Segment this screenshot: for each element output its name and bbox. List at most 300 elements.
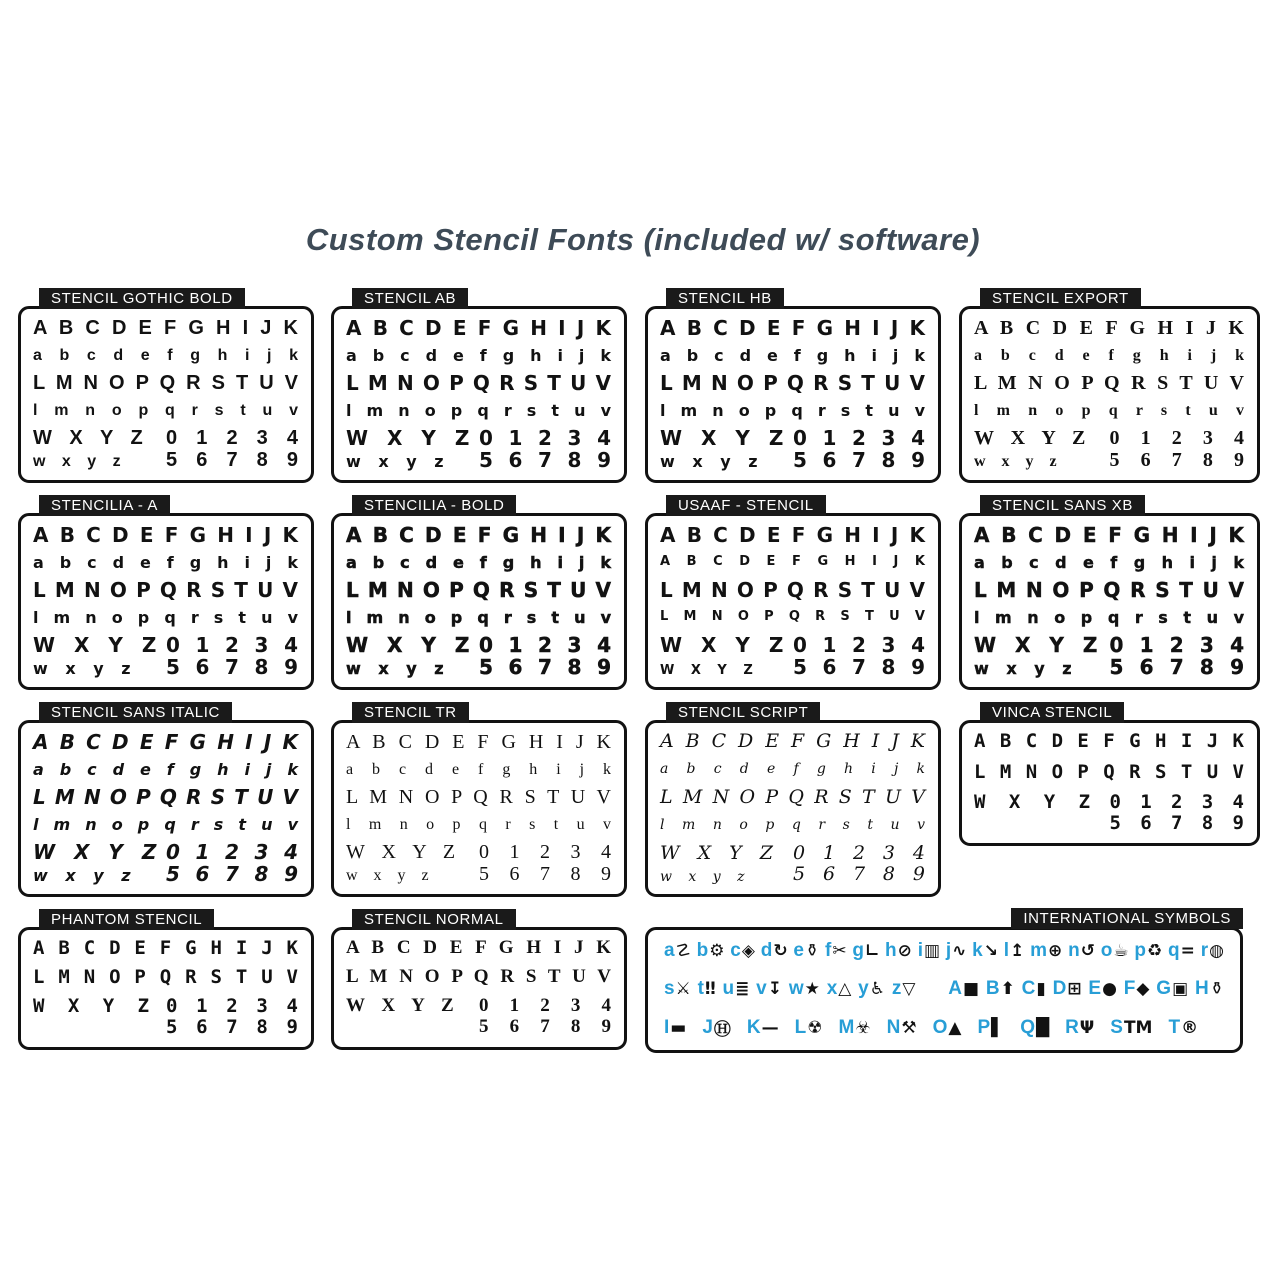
numbers-line: 0 1 2 3 4 [166, 995, 299, 1018]
font-box-content [334, 516, 624, 687]
alphabet-line: l m n o p q r s t u v [974, 401, 1245, 419]
alphabet-line: w x y z [33, 866, 132, 886]
symbol-letter: a [664, 940, 675, 961]
symbol-pair-h [885, 940, 912, 962]
symbol-pair-R [1065, 1017, 1094, 1039]
symbol-letter: g [852, 940, 864, 961]
alphabet-line: A B C D E F G H I J K [974, 523, 1245, 547]
symbol-pair-L [795, 1017, 823, 1039]
symbol-pair-s [664, 978, 691, 1000]
wxyz-column [346, 633, 471, 679]
font-box-bottom [33, 634, 299, 678]
symbol-letter: F [1123, 977, 1136, 999]
symbol-letter: m [1030, 940, 1048, 961]
numbers-line: 0 1 2 3 4 [479, 841, 612, 863]
symbol-pair-f [825, 940, 847, 962]
font-box-header-phantom-stencil: PHANTOM STENCIL [39, 909, 214, 930]
numbers-line: 0 1 2 3 4 [166, 633, 299, 657]
font-box-stencil-tr [331, 704, 627, 897]
wxyz-column [660, 843, 777, 885]
font-box-bottom [974, 792, 1245, 834]
symbol-pair-T [1168, 1017, 1198, 1039]
symbol-letter: h [885, 940, 897, 961]
symbol-pair-P [977, 1017, 1004, 1039]
wxyz-column [974, 792, 1093, 834]
symbol-glyph: TM [1123, 1017, 1153, 1038]
alphabet-line: w x y z [33, 659, 132, 679]
font-box-content [21, 309, 311, 480]
wxyz-column [33, 633, 158, 679]
symbol-glyph: ☢ [807, 1017, 823, 1038]
numbers-line: 0 1 2 3 4 [166, 840, 299, 864]
symbol-glyph: ▮ [1036, 978, 1046, 999]
wxyz-column [660, 632, 785, 678]
symbol-glyph: ‼ [704, 978, 716, 999]
symbol-glyph: Ψ [1079, 1017, 1095, 1038]
alphabet-line: a b c d e f g h i j k [346, 552, 612, 572]
symbol-pair-D [1053, 978, 1082, 1000]
symbol-pair-n [1068, 940, 1095, 962]
font-box-usaaf-stencil [645, 497, 941, 690]
wxyz-column [974, 633, 1099, 679]
symbol-letter: A [948, 977, 962, 999]
symbol-letter: N [886, 1016, 901, 1038]
symbol-pair-x [827, 978, 852, 1000]
symbol-glyph: ▽ [902, 978, 916, 999]
symbol-glyph: Ⓗ [713, 1020, 731, 1040]
symbol-glyph: ☕ [1113, 941, 1129, 961]
font-box-content [334, 930, 624, 1047]
symbol-glyph: ★ [804, 978, 820, 999]
alphabet-line: W X Y Z [660, 632, 785, 657]
font-box-bottom [974, 427, 1245, 471]
font-box-header-vinca-stencil: VINCA STENCIL [980, 702, 1124, 723]
alphabet-line: A B C D E F G H I J K [33, 937, 299, 959]
alphabet-line: L M N O P Q R S T U V [974, 372, 1245, 394]
symbol-pair-g [852, 940, 879, 962]
numbers-column [166, 634, 299, 678]
numbers-line: 5 6 7 8 9 [479, 655, 612, 679]
symbol-pair-k [972, 940, 998, 962]
numbers-line: 0 1 2 3 4 [479, 426, 612, 450]
symbol-glyph: ◆ [1136, 978, 1150, 999]
symbol-glyph: ∿ [952, 941, 967, 961]
alphabet-line: W X Y Z [346, 995, 455, 1017]
font-box-bottom [346, 634, 612, 678]
symbol-letter: J [702, 1016, 713, 1038]
symbol-pair-y [858, 978, 885, 1000]
symbol-pair-d [761, 940, 788, 962]
alphabet-line: W X Y Z [974, 427, 1087, 449]
font-box-stencil-hb [645, 290, 941, 483]
symbol-glyph: ⚙ [709, 941, 725, 961]
numbers-line: 0 1 2 3 4 [1109, 427, 1245, 449]
wxyz-column [660, 426, 785, 472]
alphabet-line: w x y z [974, 659, 1073, 679]
alphabet-line: L M N O P Q R S T U V [33, 372, 299, 394]
numbers-line: 5 6 7 8 9 [166, 449, 299, 471]
symbol-letter: b [696, 940, 709, 961]
alphabet-line: L M N O P Q R S T U V [346, 966, 612, 988]
symbol-pair-z [892, 978, 916, 1000]
font-box-header-stencil-ab: STENCIL AB [352, 288, 468, 309]
symbol-pair-c [730, 940, 755, 962]
alphabet-line: A B C D E F G H I J K [974, 317, 1245, 339]
alphabet-line: L M N O P Q R S T U V [33, 966, 299, 989]
alphabet-line: A B C D E F G H I J K [33, 730, 299, 754]
numbers-line: 0 1 2 3 4 [479, 633, 612, 657]
symbol-glyph: = [1180, 941, 1195, 961]
symbol-glyph: ↻ [773, 941, 788, 961]
symbol-pair-F [1124, 978, 1150, 1000]
symbol-glyph: ▌ [991, 1017, 1005, 1038]
font-box-header-stencil-export: STENCIL EXPORT [980, 288, 1141, 309]
font-box-header-stencil-sans-xb: STENCIL SANS XB [980, 495, 1145, 516]
font-box-content [648, 309, 938, 480]
alphabet-line: w x y z [660, 452, 759, 472]
font-box-bottom [346, 427, 612, 471]
symbol-letter: S [1110, 1016, 1123, 1038]
alphabet-line: l m n o p q r s t u v [660, 400, 926, 420]
numbers-column [479, 841, 612, 885]
alphabet-line: A B C D E F G H I J K [660, 554, 926, 570]
symbol-pair-v [756, 978, 782, 1000]
symbol-letter: I [664, 1016, 670, 1038]
font-box-header-stencil-normal: STENCIL NORMAL [352, 909, 516, 930]
alphabet-line: l m n o p q r s t u v [974, 607, 1245, 627]
international-symbols-box [645, 910, 1243, 1053]
font-box-content [21, 723, 311, 894]
font-box-content [334, 723, 624, 894]
symbol-pair-b [697, 940, 725, 962]
symbol-pair-J [702, 1015, 731, 1040]
symbol-pair-j [946, 940, 967, 962]
alphabet-line: A B C D E F G H I J K [346, 731, 612, 753]
numbers-line: 5 6 7 8 9 [1109, 655, 1245, 679]
alphabet-line: a b c d e f g h i j k [346, 345, 612, 365]
alphabet-line: W X Y Z [660, 842, 774, 865]
font-box-bottom [33, 427, 299, 471]
alphabet-line: w x y z [33, 453, 122, 471]
symbol-glyph: ♻ [1147, 941, 1163, 961]
font-box-header-stencil-gothic-bold: STENCIL GOTHIC BOLD [39, 288, 245, 309]
numbers-line: 5 6 7 8 9 [479, 863, 612, 885]
symbol-pair-Q [1020, 1017, 1049, 1039]
font-box-bottom [33, 841, 299, 885]
numbers-line: 5 6 7 8 9 [1109, 812, 1245, 835]
font-box-stencilia-a [18, 497, 314, 690]
alphabet-line: l m n o p q r s t u v [33, 814, 299, 834]
wxyz-column [33, 840, 158, 886]
symbol-letter: e [793, 940, 804, 961]
symbol-glyph: ■ [962, 978, 980, 999]
font-box-content [962, 723, 1257, 843]
font-box-stencil-gothic-bold [18, 290, 314, 483]
alphabet-line: L M N O P Q R S T U V [346, 578, 612, 602]
symbols-line [664, 1015, 1224, 1040]
symbol-pair-K [747, 1017, 779, 1039]
alphabet-line: A B C D E F G H I J K [660, 730, 926, 752]
symbol-pair-G [1156, 978, 1188, 1000]
font-box-bottom [33, 996, 299, 1038]
symbol-glyph: ⬆ [1000, 978, 1015, 999]
font-box-vinca-stencil [959, 704, 1260, 846]
symbol-glyph: △ [838, 978, 852, 999]
alphabet-line: W X Y Z [346, 426, 471, 450]
symbol-glyph: ☣ [855, 1017, 871, 1038]
font-box-header-stencilia-a: STENCILIA - A [39, 495, 170, 516]
alphabet-line: W X Y Z [660, 426, 785, 450]
font-box-stencilia-bold [331, 497, 627, 690]
font-box-bottom [660, 427, 926, 471]
symbol-letter: c [730, 940, 741, 961]
alphabet-line: a b c d e f g h i j k [974, 552, 1245, 572]
alphabet-line: a b c d e f g h i j k [974, 346, 1245, 364]
alphabet-line: a b c d e f g h i j k [33, 552, 299, 572]
alphabet-line: a b c d e f g h i j k [660, 345, 926, 365]
symbol-pair-w [789, 978, 820, 1000]
symbol-letter: w [788, 977, 804, 999]
alphabet-line: L M N O P Q R S T U V [33, 785, 299, 809]
symbol-letter: v [756, 977, 767, 999]
numbers-line: 5 6 7 8 9 [793, 863, 926, 886]
international-symbols-header: INTERNATIONAL SYMBOLS [1011, 908, 1243, 929]
symbol-letter: E [1088, 977, 1102, 999]
alphabet-line: w x y z [346, 452, 445, 472]
symbols-line [664, 978, 1224, 1000]
symbol-pair-A [948, 978, 979, 1000]
alphabet-line: A B C D E F G H I J K [33, 317, 299, 339]
international-symbols-content [648, 930, 1240, 1050]
symbol-letter: G [1156, 977, 1172, 999]
numbers-line: 0 1 2 3 4 [793, 426, 926, 450]
alphabet-line: W X Y Z [33, 427, 144, 449]
alphabet-line: A B C D E F G H I J K [346, 523, 612, 547]
numbers-column [479, 996, 612, 1038]
symbol-pair-I [664, 1017, 686, 1039]
symbol-glyph: ▣ [1172, 978, 1189, 999]
symbol-pair-o [1101, 940, 1129, 962]
numbers-line: 5 6 7 8 9 [793, 448, 926, 472]
symbol-glyph: ↥ [1010, 941, 1025, 961]
alphabet-line: l m n o p q r s t u v [33, 401, 299, 419]
alphabet-line: w x y z [346, 659, 445, 679]
symbol-glyph: ⊞ [1067, 978, 1082, 999]
symbol-glyph: ↧ [767, 978, 782, 999]
numbers-column [479, 634, 612, 678]
font-box-bottom [660, 634, 926, 678]
symbol-letter: H [1194, 977, 1209, 999]
numbers-line: 0 1 2 3 4 [166, 427, 299, 449]
alphabet-line: l m n o p q r s t u v [346, 815, 612, 833]
numbers-column [166, 427, 299, 471]
symbol-glyph: ▬ [670, 1017, 687, 1038]
numbers-line: 0 1 2 3 4 [1109, 633, 1245, 657]
symbol-glyph: ↺ [1080, 941, 1095, 961]
symbol-pair-C [1022, 978, 1046, 1000]
numbers-column [166, 996, 299, 1038]
symbol-pair-p [1134, 940, 1162, 962]
alphabet-line: A B C D E F G H I J K [33, 523, 299, 547]
numbers-line: 5 6 7 8 9 [166, 655, 299, 679]
alphabet-line: L M N O P Q R S T U V [660, 786, 926, 809]
wxyz-column [974, 427, 1093, 471]
numbers-column [166, 841, 299, 885]
symbol-pair-M [839, 1017, 871, 1039]
symbol-glyph: ✂ [832, 941, 847, 961]
alphabet-line: a b c d e f g h i j k [33, 346, 299, 364]
alphabet-line: W X Y Z [33, 840, 158, 864]
font-box-stencil-ab [331, 290, 627, 483]
alphabet-line: W X Y Z [346, 841, 457, 863]
font-box-stencil-export [959, 290, 1260, 483]
numbers-line: 5 6 7 8 9 [793, 654, 926, 679]
alphabet-line: A B C D E F G H I J K [660, 523, 926, 547]
numbers-line: 5 6 7 8 9 [1109, 449, 1245, 471]
symbol-letter: j [945, 940, 952, 961]
symbol-glyph: ▲ [948, 1017, 962, 1038]
symbol-glyph: ⚔ [675, 978, 691, 999]
wxyz-column [33, 996, 150, 1038]
font-box-header-stencilia-bold: STENCILIA - BOLD [352, 495, 516, 516]
font-box-stencil-script [645, 704, 941, 897]
symbol-letter: T [1168, 1016, 1181, 1038]
numbers-line: 0 1 2 3 4 [1109, 791, 1245, 814]
symbol-letter: t [697, 977, 704, 999]
symbol-pair-u [722, 978, 749, 1000]
font-box-header-stencil-script: STENCIL SCRIPT [666, 702, 820, 723]
symbol-letter: o [1100, 940, 1113, 961]
symbol-glyph: ∟ [865, 941, 880, 961]
alphabet-line: a b c d e f g h i j k [346, 760, 612, 778]
font-box-bottom [974, 634, 1245, 678]
numbers-column [1110, 792, 1246, 834]
font-box-phantom-stencil [18, 911, 314, 1050]
numbers-line: 5 6 7 8 9 [166, 862, 299, 886]
wxyz-column [346, 841, 463, 885]
symbol-letter: s [664, 977, 675, 999]
alphabet-line: L M N O P Q R S T U V [346, 786, 612, 808]
symbol-letter: O [932, 1016, 948, 1038]
alphabet-line: w x y z [660, 868, 746, 885]
symbol-pair-l [1004, 940, 1025, 962]
symbol-letter: D [1052, 977, 1067, 999]
alphabet-line: A B C D E F G H I J K [660, 316, 926, 340]
symbol-glyph: ⚱ [804, 941, 820, 961]
symbol-glyph: ⊘ [897, 941, 912, 961]
symbol-glyph: ⚱ [1209, 978, 1224, 999]
font-box-content [334, 309, 624, 480]
alphabet-line: l m n o p q r s t u v [346, 400, 612, 420]
symbol-glyph: ↘ [983, 941, 998, 961]
font-box-content [962, 309, 1257, 480]
numbers-column [793, 427, 926, 471]
symbol-pair-B [986, 978, 1015, 1000]
symbol-letter: l [1003, 940, 1010, 961]
alphabet-line: L M N O P Q R S T U V [660, 371, 926, 395]
symbol-pair-q [1168, 940, 1195, 962]
symbol-letter: P [977, 1016, 991, 1038]
alphabet-line: W X Y Z [33, 633, 158, 657]
numbers-line: 0 1 2 3 4 [793, 842, 926, 865]
alphabet-line: L M N O P Q R S T U V [346, 371, 612, 395]
symbol-glyph: ☡ [675, 941, 691, 961]
symbol-letter: y [858, 977, 869, 999]
symbol-letter: d [760, 940, 773, 961]
numbers-column [1110, 634, 1246, 678]
font-box-header-usaaf-stencil: USAAF - STENCIL [666, 495, 826, 516]
symbol-letter: p [1134, 940, 1146, 961]
font-box-content [21, 930, 311, 1047]
font-box-stencil-sans-italic [18, 704, 314, 897]
symbol-glyph: ⊕ [1048, 941, 1063, 961]
symbol-glyph: ◍ [1209, 941, 1224, 961]
alphabet-line: l m n o p q r s t u v [33, 607, 299, 627]
numbers-line: 0 1 2 3 4 [793, 632, 926, 657]
page-title: Custom Stencil Fonts (included w/ software) [305, 222, 981, 257]
numbers-column [1110, 427, 1246, 471]
alphabet-line: L M N O P Q R S T U V [660, 609, 926, 625]
alphabet-line: L M N O P Q R S T U V [974, 578, 1245, 602]
font-box-stencil-normal [331, 911, 627, 1050]
alphabet-line: w x y z [346, 867, 430, 885]
numbers-column [793, 634, 926, 678]
font-box-content [21, 516, 311, 687]
font-box-bottom [346, 841, 612, 885]
symbol-glyph: ● [1102, 978, 1117, 999]
alphabet-line: l m n o p q r s t u v [660, 816, 926, 833]
symbol-letter: R [1065, 1016, 1079, 1038]
symbol-pair-S [1110, 1017, 1152, 1039]
symbol-glyph: █ [1035, 1017, 1050, 1038]
symbols-line [664, 940, 1224, 962]
symbol-pair-t [698, 978, 716, 1000]
alphabet-line: a b c d e f g h i j k [33, 759, 299, 779]
symbol-pair-O [933, 1017, 962, 1039]
symbol-letter: M [838, 1016, 855, 1038]
alphabet-line: W X Y Z [660, 662, 754, 678]
font-box-content [962, 516, 1257, 687]
symbol-pair-N [887, 1017, 917, 1039]
font-box-bottom [346, 996, 612, 1038]
symbol-glyph: ® [1181, 1017, 1199, 1038]
numbers-line: 5 6 7 8 9 [166, 1016, 299, 1039]
symbol-letter: K [746, 1016, 761, 1038]
alphabet-line: W X Y Z [33, 995, 151, 1018]
symbol-glyph: ◈ [741, 941, 755, 961]
alphabet-line: a b c d e f g h i j k [660, 760, 926, 777]
numbers-line: 5 6 7 8 9 [479, 1016, 612, 1038]
numbers-line: 5 6 7 8 9 [479, 448, 612, 472]
wxyz-column [346, 996, 463, 1038]
symbol-letter: r [1200, 940, 1209, 961]
font-box-bottom [660, 843, 926, 885]
symbol-glyph: ▥ [923, 941, 941, 961]
alphabet-line: L M N O P Q R S T U V [33, 578, 299, 602]
symbol-pair-i [918, 940, 940, 962]
wxyz-column [346, 426, 471, 472]
numbers-column [793, 843, 926, 885]
symbol-letter: x [826, 977, 838, 999]
alphabet-line: A B C D E F G H I J K [346, 316, 612, 340]
symbol-glyph: ⚒ [901, 1017, 917, 1038]
symbol-letter: C [1021, 977, 1036, 999]
symbol-glyph: — [761, 1017, 779, 1038]
font-box-content [648, 723, 938, 894]
alphabet-line: A B C D E F G H I J K [346, 937, 612, 958]
alphabet-line: l m n o p q r s t u v [346, 607, 612, 627]
numbers-line: 0 1 2 3 4 [479, 995, 612, 1017]
